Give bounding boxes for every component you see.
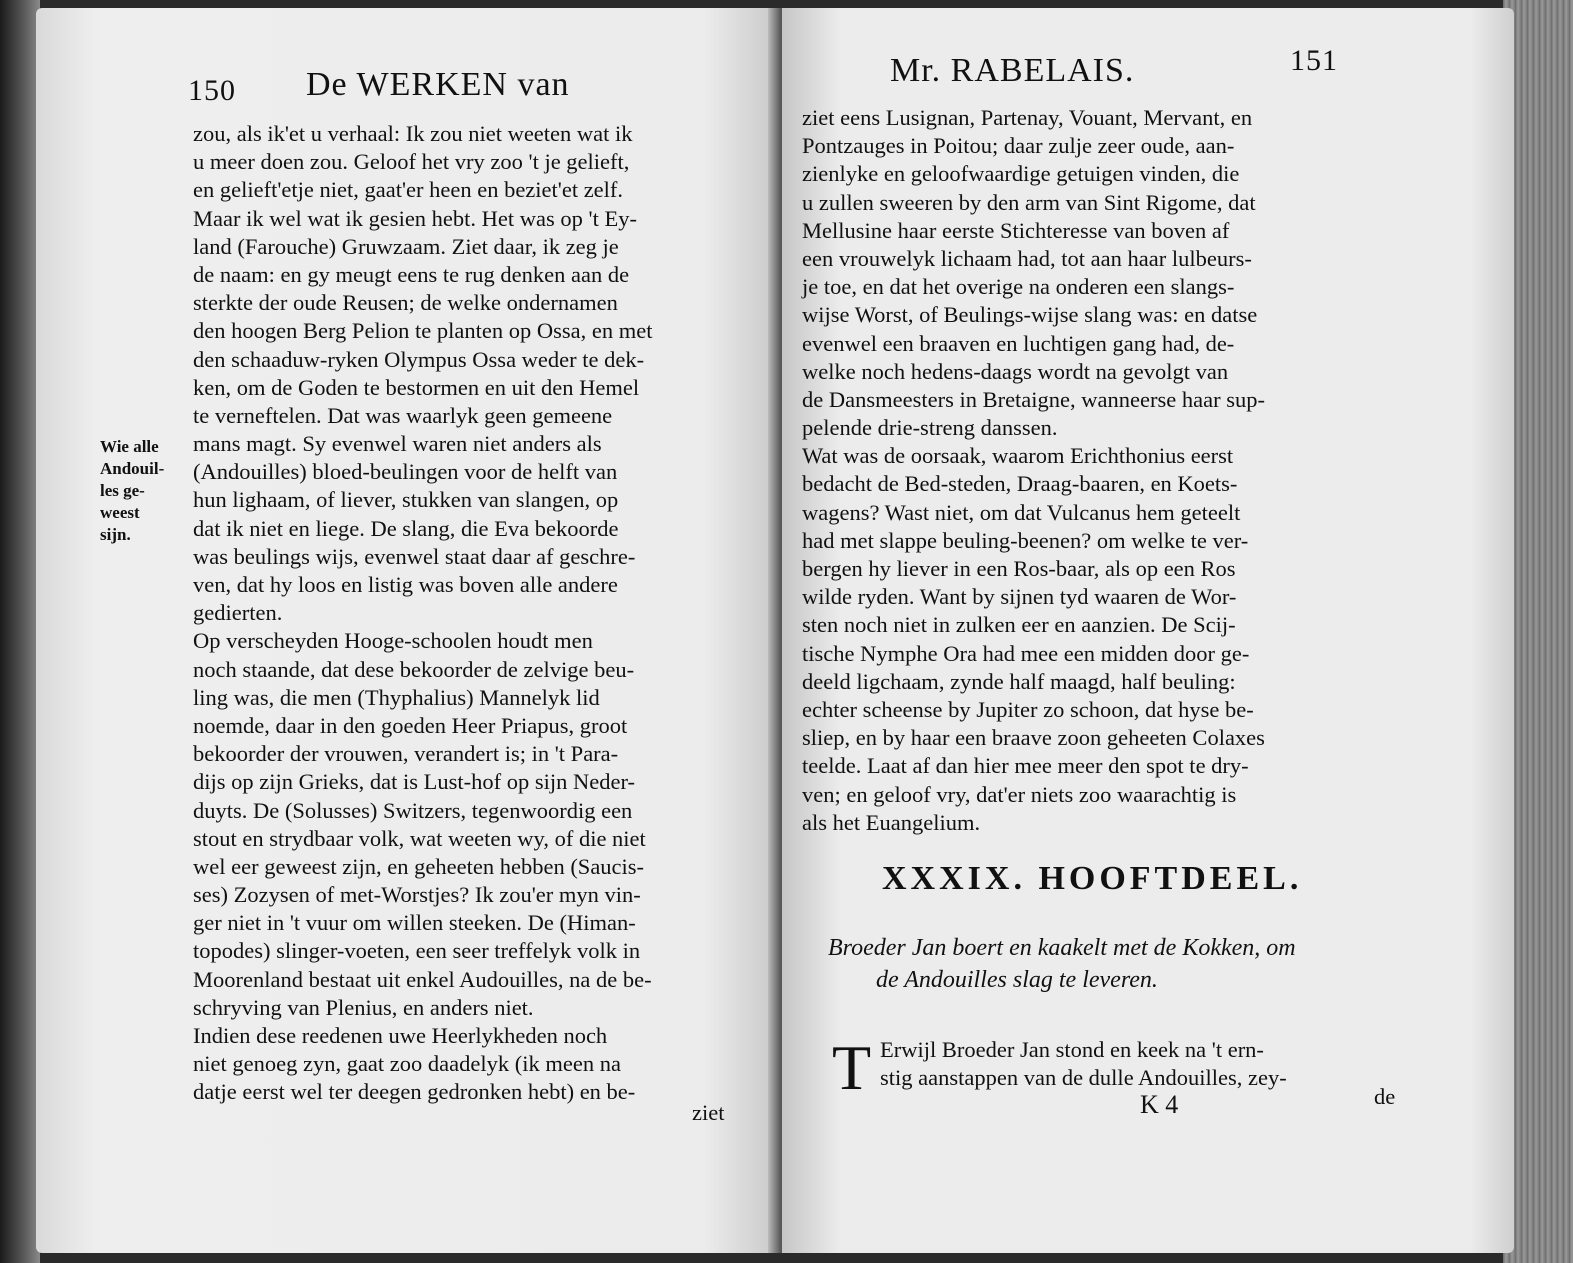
text-line: ven; en geloof vry, dat'er niets zoo waarachtig is bbox=[802, 781, 1237, 807]
chapter-summary bbox=[828, 932, 1296, 996]
text-line: had met slappe beuling-beenen? om welke te ver- bbox=[802, 527, 1249, 553]
left-body-text bbox=[193, 120, 653, 1107]
text-line: en gelieft'etje niet, gaat'er heen en beziet'et zelf. bbox=[193, 177, 624, 203]
chapter-summary-line: de Andouilles slag te leveren. bbox=[876, 967, 1158, 993]
text-line: pelende drie-streng danssen. bbox=[802, 415, 1058, 441]
text-line: ziet eens Lusignan, Partenay, Vouant, Mervant, en bbox=[802, 105, 1253, 130]
text-line: de naam: en gy meugt eens te rug denken aan de bbox=[193, 261, 630, 287]
text-line: noch staande, dat dese bekoorder de zelvige beu- bbox=[193, 656, 635, 682]
right-body-text bbox=[802, 104, 1265, 837]
text-line: Mellusine haar eerste Stichteresse van boven af bbox=[802, 217, 1230, 243]
margin-note-line: Andouil- bbox=[100, 459, 165, 478]
chapter-title: XXXIX. HOOFTDEEL. bbox=[882, 860, 1303, 897]
text-line: de Dansmeesters in Bretaigne, wanneerse haar sup- bbox=[802, 386, 1265, 412]
margin-note-line: sijn. bbox=[100, 525, 131, 544]
text-line: schryving van Plenius, en anders niet. bbox=[193, 994, 534, 1020]
text-line: je toe, en dat het overige na onderen een slangs- bbox=[802, 274, 1235, 300]
chapter-body-start bbox=[880, 1036, 1287, 1092]
text-line: u meer doen zou. Geloof het vry zoo 't je gelieft, bbox=[193, 149, 630, 175]
text-line: evenwel een braaven en luchtigen gang had, de- bbox=[802, 330, 1235, 356]
text-line: duyts. De (Solusses) Switzers, tegenwoordig een bbox=[193, 797, 633, 823]
right-folio: 151 bbox=[1290, 44, 1338, 77]
text-line: wilde ryden. Want by sijnen tyd waaren de Wor- bbox=[802, 584, 1237, 610]
signature-mark: K 4 bbox=[1140, 1090, 1179, 1119]
text-line: zou, als ik'et u verhaal: Ik zou niet weeten wat ik bbox=[193, 121, 633, 146]
left-running-head: De WERKEN van bbox=[306, 66, 570, 103]
text-line: bekoorder der vrouwen, verandert is; in 't Para- bbox=[193, 741, 619, 767]
text-line: tische Nymphe Ora had mee een midden door ge- bbox=[802, 640, 1250, 666]
text-line: Maar ik wel wat ik gesien hebt. Het was op 't Ey- bbox=[193, 205, 637, 231]
text-line: u zullen sweeren by den arm van Sint Rigome, dat bbox=[802, 189, 1256, 215]
text-line: echter scheense by Jupiter zo schoon, dat hyse be- bbox=[802, 696, 1254, 722]
text-line: dijs op zijn Grieks, dat is Lust-hof op sijn Neder- bbox=[193, 769, 635, 795]
text-line: ken, om de Goden te bestormen en uit den Hemel bbox=[193, 374, 640, 400]
text-line: land (Farouche) Gruwzaam. Ziet daar, ik zeg je bbox=[193, 233, 619, 259]
text-line: sterkte der oude Reusen; de welke ondernamen bbox=[193, 290, 618, 316]
right-running-head: Mr. RABELAIS. bbox=[890, 52, 1135, 89]
left-catchword: ziet bbox=[692, 1100, 725, 1125]
text-line: dat ik niet en liege. De slang, die Eva bekoorde bbox=[193, 515, 619, 541]
left-page bbox=[36, 8, 778, 1253]
chapter-summary-line: Broeder Jan boert en kaakelt met de Kokken, om bbox=[828, 935, 1296, 961]
left-folio: 150 bbox=[188, 74, 236, 107]
margin-note-line: Wie alle bbox=[100, 437, 159, 456]
text-line: den hoogen Berg Pelion te planten op Ossa, en met bbox=[193, 318, 653, 344]
text-line: als het Euangelium. bbox=[802, 809, 981, 835]
text-line: datje eerst wel ter deegen gedronken hebt) en be- bbox=[193, 1079, 636, 1105]
text-line: mans magt. Sy evenwel waren niet anders als bbox=[193, 431, 602, 457]
text-line: stout en strydbaar volk, wat weeten wy, of die niet bbox=[193, 825, 646, 851]
text-line: hun lighaam, of liever, stukken van slangen, op bbox=[193, 487, 619, 513]
text-line: welke noch hedens-daags wordt na gevolgt van bbox=[802, 358, 1229, 384]
text-line: niet genoeg zyn, gaat zoo daadelyk (ik meen na bbox=[193, 1051, 621, 1077]
margin-note-line: weest bbox=[100, 503, 140, 522]
text-line: stig aanstappen van de dulle Andouilles, zey- bbox=[880, 1065, 1287, 1091]
left-margin-note bbox=[100, 436, 164, 546]
text-line: Moorenland bestaat uit enkel Audouilles, na de be- bbox=[193, 966, 652, 992]
text-line: wijse Worst, of Beulings-wijse slang was: en datse bbox=[802, 302, 1258, 328]
text-line: den schaaduw-ryken Olympus Ossa weder te dek- bbox=[193, 346, 645, 372]
text-line: Wat was de oorsaak, waarom Erichthonius eerst bbox=[802, 443, 1234, 469]
text-line: teelde. Laat af dan hier mee meer den spot te dry- bbox=[802, 753, 1249, 779]
text-line: gedierten. bbox=[193, 600, 283, 626]
text-line: deeld ligchaam, zynde half maagd, half beuling: bbox=[802, 668, 1236, 694]
book-cover-edge-left bbox=[0, 0, 40, 1263]
text-line: Indien dese reedenen uwe Heerlykheden noch bbox=[193, 1023, 608, 1048]
margin-note-line: les ge- bbox=[100, 481, 145, 500]
text-line: een vrouwelyk lichaam had, tot aan haar lulbeurs- bbox=[802, 245, 1252, 271]
text-line: sliep, en by haar een braave zoon geheeten Colaxes bbox=[802, 725, 1265, 751]
text-line: was beulings wijs, evenwel staat daar af geschre- bbox=[193, 543, 636, 569]
text-line: zienlyke en geloofwaardige getuigen vinden, die bbox=[802, 161, 1240, 187]
text-line: wel eer geweest zijn, en geheeten hebben (Saucis- bbox=[193, 853, 645, 879]
text-line: ling was, die men (Thyphalius) Mannelyk lid bbox=[193, 684, 600, 710]
text-line: ger niet in 't vuur om willen steeken. De (Himan- bbox=[193, 910, 636, 936]
text-line: wagens? Wast niet, om dat Vulcanus hem geteelt bbox=[802, 499, 1241, 525]
text-line: bergen hy liever in een Ros-baar, als op een Ros bbox=[802, 556, 1236, 581]
text-line: noemde, daar in den goeden Heer Priapus, groot bbox=[193, 712, 628, 738]
text-line: ven, dat hy loos en listig was boven alle andere bbox=[193, 572, 618, 597]
text-line: sten noch niet in zulken eer en aanzien. De Scij- bbox=[802, 612, 1236, 638]
text-line: bedacht de Bed-steden, Draag-baaren, en Koets- bbox=[802, 471, 1238, 497]
right-page bbox=[782, 8, 1514, 1253]
text-line: (Andouilles) bloed-beulingen voor de helft van bbox=[193, 459, 618, 485]
text-line: Erwijl Broeder Jan stond en keek na 't ern- bbox=[880, 1037, 1264, 1062]
text-line: Pontzauges in Poitou; daar zulje zeer oude, aan- bbox=[802, 133, 1235, 159]
text-line: ses) Zozysen of met-Worstjes? Ik zou'er myn vin- bbox=[193, 882, 641, 908]
right-catchword: de bbox=[1374, 1084, 1396, 1109]
text-line: topodes) slinger-voeten, een seer treffelyk volk in bbox=[193, 938, 641, 964]
text-line: te verneftelen. Dat was waarlyk geen gemeene bbox=[193, 402, 613, 428]
text-line: Op verscheyden Hooge-schoolen houdt men bbox=[193, 628, 593, 654]
drop-capital: T bbox=[832, 1032, 872, 1103]
